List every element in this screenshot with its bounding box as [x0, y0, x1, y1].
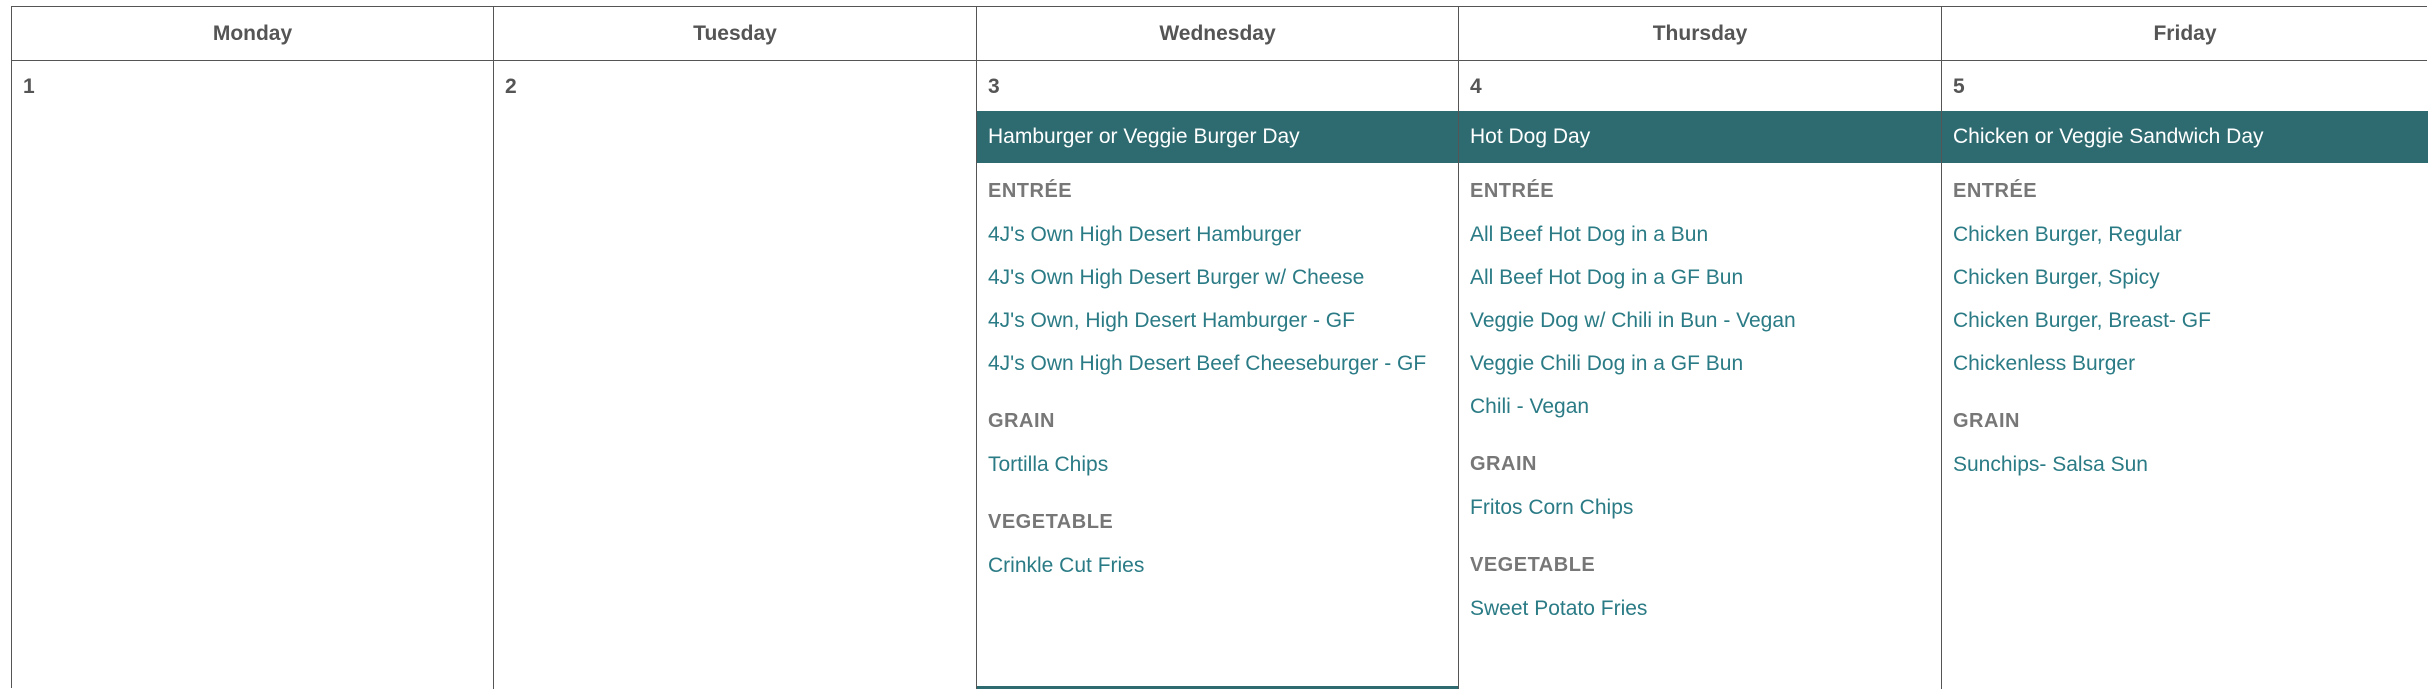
- menu-item-link[interactable]: Chickenless Burger: [1953, 352, 2136, 375]
- menu-item-link[interactable]: 4J's Own, High Desert Hamburger - GF: [988, 309, 1355, 332]
- section-title: GRAIN: [1470, 453, 1537, 475]
- menu-item-link[interactable]: Chicken Burger, Regular: [1953, 223, 2182, 246]
- menu-item-link[interactable]: Chicken Burger, Spicy: [1953, 266, 2160, 289]
- section-title: VEGETABLE: [1470, 554, 1596, 576]
- section-title: ENTRÉE: [1470, 180, 1555, 202]
- menu-thursday: [1459, 111, 1941, 630]
- menu-section-entree: [1942, 177, 2428, 385]
- day-number: 2: [505, 75, 517, 98]
- lunch-menu-calendar: [11, 6, 2427, 688]
- menu-section-grain: [1459, 450, 1941, 529]
- day-cell-monday: [12, 61, 494, 689]
- section-title: ENTRÉE: [988, 180, 1073, 202]
- menu-item-link[interactable]: 4J's Own High Desert Beef Cheeseburger - GF: [988, 352, 1427, 375]
- menu-section-vegetable: [1459, 551, 1941, 630]
- menu-item-link[interactable]: 4J's Own High Desert Burger w/ Cheese: [988, 266, 1365, 289]
- menu-friday: [1942, 111, 2428, 486]
- calendar-header-row: [12, 7, 2427, 61]
- day-number: 1: [23, 75, 35, 98]
- menu-section-entree: [977, 177, 1458, 385]
- menu-item-link[interactable]: Sweet Potato Fries: [1470, 597, 1648, 620]
- menu-item-link[interactable]: Fritos Corn Chips: [1470, 496, 1634, 519]
- day-number: 3: [988, 75, 1000, 98]
- calendar-week-row: [12, 61, 2427, 689]
- section-title: ENTRÉE: [1953, 180, 2038, 202]
- header-thursday: Thursday: [1459, 7, 1942, 60]
- menu-item-link[interactable]: All Beef Hot Dog in a GF Bun: [1470, 266, 1744, 289]
- menu-theme-title: Hamburger or Veggie Burger Day: [977, 111, 1458, 163]
- menu-wednesday: [977, 111, 1458, 587]
- menu-item-link[interactable]: Tortilla Chips: [988, 453, 1109, 476]
- day-number: 5: [1953, 75, 1965, 98]
- menu-section-entree: [1459, 177, 1941, 428]
- menu-item-link[interactable]: Veggie Dog w/ Chili in Bun - Vegan: [1470, 309, 1796, 332]
- section-title: GRAIN: [1953, 410, 2020, 432]
- menu-section-vegetable: [977, 508, 1458, 587]
- day-cell-thursday: [1459, 61, 1942, 689]
- day-cell-friday: [1942, 61, 2428, 689]
- header-friday: Friday: [2153, 21, 2217, 45]
- menu-section-grain: [977, 407, 1458, 486]
- menu-item-link[interactable]: Veggie Chili Dog in a GF Bun: [1470, 352, 1744, 375]
- header-tuesday: Tuesday: [494, 7, 977, 60]
- day-number: 4: [1470, 75, 1482, 98]
- day-cell-wednesday: [977, 61, 1459, 689]
- section-title: VEGETABLE: [988, 511, 1114, 533]
- menu-item-link[interactable]: Sunchips- Salsa Sun: [1953, 453, 2148, 476]
- day-cell-tuesday: [494, 61, 977, 689]
- header-monday: Monday: [12, 7, 494, 60]
- menu-section-grain: [1942, 407, 2428, 486]
- menu-item-link[interactable]: Chili - Vegan: [1470, 395, 1590, 418]
- menu-item-link[interactable]: 4J's Own High Desert Hamburger: [988, 223, 1302, 246]
- header-wednesday: Wednesday: [977, 7, 1459, 60]
- menu-item-link[interactable]: Chicken Burger, Breast- GF: [1953, 309, 2211, 332]
- menu-item-link[interactable]: Crinkle Cut Fries: [988, 554, 1145, 577]
- section-title: GRAIN: [988, 410, 1055, 432]
- menu-theme-title: Chicken or Veggie Sandwich Day: [1942, 111, 2428, 163]
- menu-theme-title: Hot Dog Day: [1459, 111, 1941, 163]
- menu-item-link[interactable]: All Beef Hot Dog in a Bun: [1470, 223, 1709, 246]
